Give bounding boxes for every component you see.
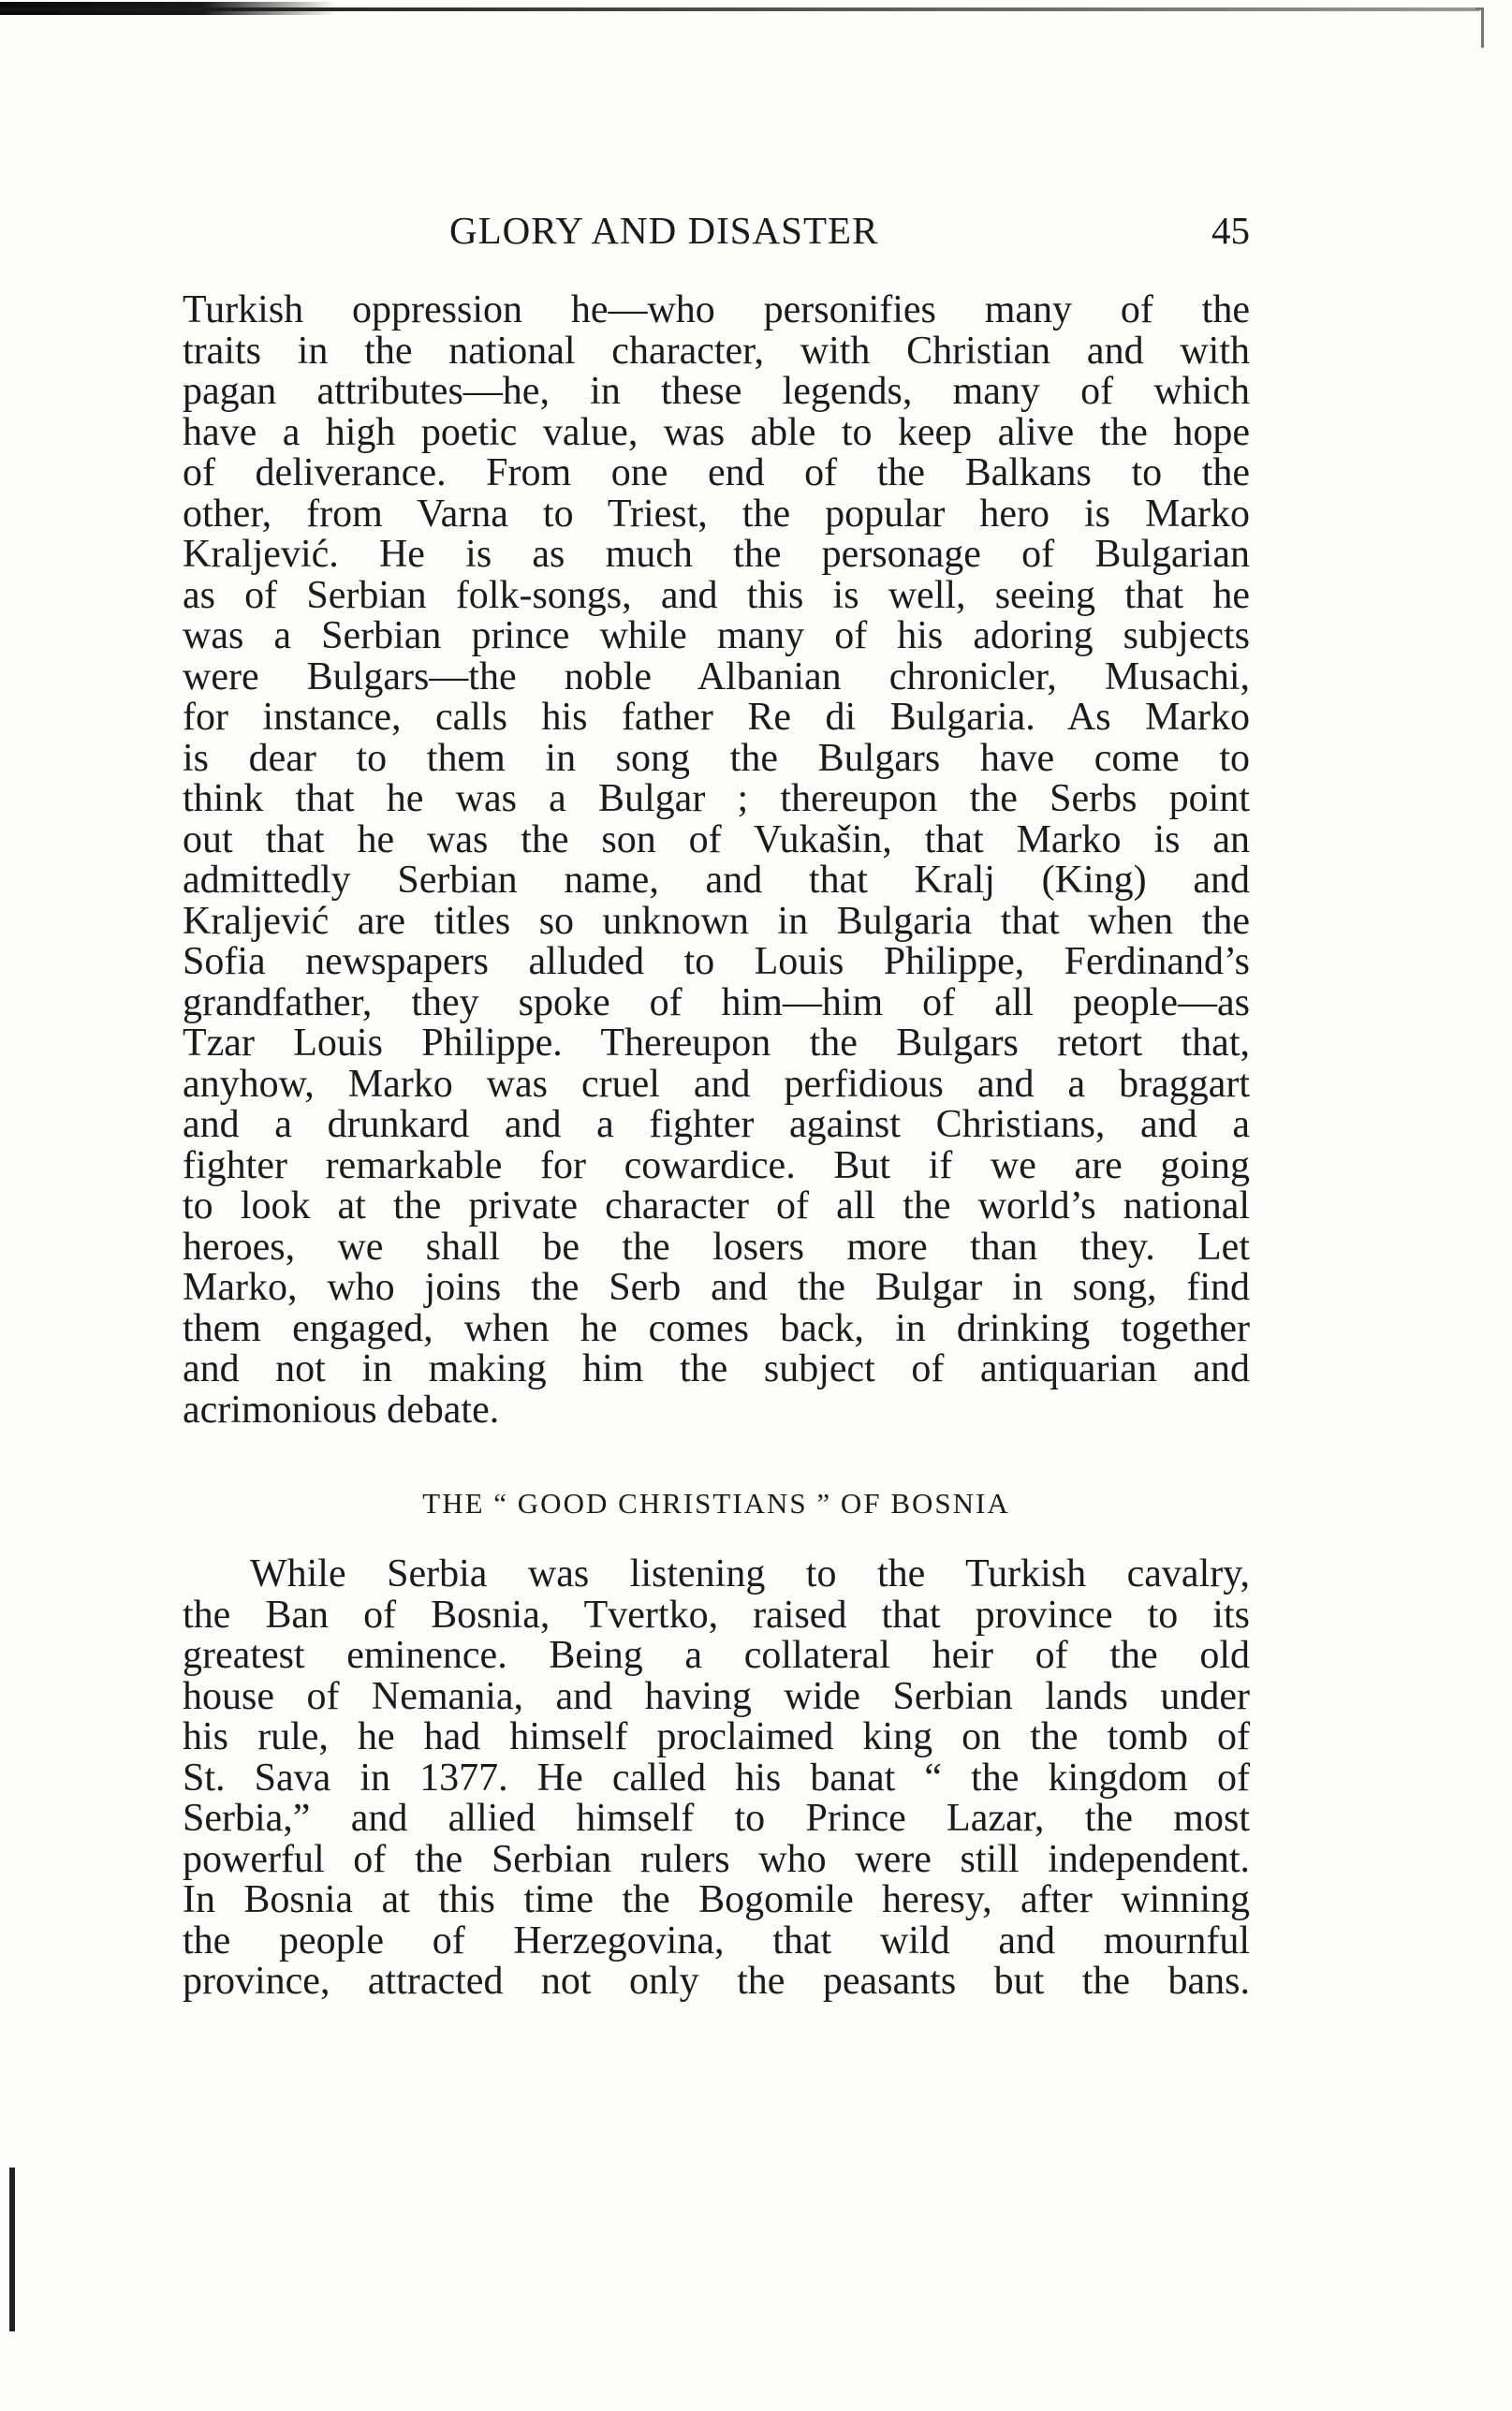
text-line: for instance, calls his father Re di Bulgaria. As Marko xyxy=(183,696,1250,739)
text-line: fighter remarkable for cowardice. But if we are going xyxy=(183,1143,1250,1187)
text-line: Turkish oppression he—who personifies many of the xyxy=(183,288,1250,331)
text-line: were Bulgars—the noble Albanian chronicler, Musachi, xyxy=(183,654,1250,698)
text-line: the people of Herzegovina, that wild and mournful xyxy=(183,1919,1250,1963)
text-line: house of Nemania, and having wide Serbian lands under xyxy=(183,1674,1250,1718)
text-line: out that he was the son of Vukašin, that Marko is an xyxy=(183,817,1250,861)
text-line: powerful of the Serbian rulers who were still independent. xyxy=(183,1837,1250,1881)
text-line: Tzar Louis Philippe. Thereupon the Bulgars retort that, xyxy=(183,1022,1250,1065)
paragraph-bosnia xyxy=(183,1554,1250,2003)
text-line: anyhow, Marko was cruel and perfidious and a braggart xyxy=(183,1062,1250,1106)
scan-binding-mark xyxy=(9,2168,15,2331)
text-line: In Bosnia at this time the Bogomile heresy, after winning xyxy=(183,1878,1250,1921)
text-line: Kraljević are titles so unknown in Bulgaria that when the xyxy=(183,899,1250,943)
page-header xyxy=(183,208,1250,264)
text-line: them engaged, when he comes back, in drinking together xyxy=(183,1306,1250,1350)
text-line: his rule, he had himself proclaimed king on the tomb of xyxy=(183,1715,1250,1758)
text-line: traits in the national character, with Christian and with xyxy=(183,329,1250,373)
page-number: 45 xyxy=(1211,209,1250,252)
text-line: as of Serbian folk-songs, and this is well, seeing that he xyxy=(183,573,1250,617)
text-line: and a drunkard and a fighter against Christians, and a xyxy=(183,1103,1250,1146)
scan-corner-mark xyxy=(1475,7,1484,48)
text-line: and not in making him the subject of antiquarian and xyxy=(183,1347,1250,1390)
text-line: While Serbia was listening to the Turkish cavalry, xyxy=(250,1552,1250,1595)
text-line: to look at the private character of all the world’s national xyxy=(183,1184,1250,1228)
text-line: the Ban of Bosnia, Tvertko, raised that province to its xyxy=(183,1593,1250,1637)
text-line: Sofia newspapers alluded to Louis Philippe, Ferdinand’s xyxy=(183,940,1250,983)
text-line: admittedly Serbian name, and that Kralj (King) and xyxy=(183,859,1250,902)
text-line: Marko, who joins the Serb and the Bulgar in song, find xyxy=(183,1266,1250,1309)
running-title: GLORY AND DISASTER xyxy=(449,209,879,252)
text-line: pagan attributes—he, in these legends, many of which xyxy=(183,370,1250,413)
text-line: of deliverance. From one end of the Balkans to the xyxy=(183,451,1250,494)
text-line: Serbia,” and allied himself to Prince Lazar, the most xyxy=(183,1797,1250,1840)
text-line: grandfather, they spoke of him—him of all people—as xyxy=(183,980,1250,1024)
text-line: heroes, we shall be the losers more than they. Let xyxy=(183,1225,1250,1269)
paragraph-marko xyxy=(183,290,1250,1431)
text-line: other, from Varna to Triest, the popular hero is Marko xyxy=(183,492,1250,536)
text-line: acrimonious debate. xyxy=(183,1388,500,1432)
page-top-rule xyxy=(0,7,1479,11)
text-line: greatest eminence. Being a collateral heir of the old xyxy=(183,1634,1250,1677)
text-line: St. Sava in 1377. He called his banat “ the kingdom of xyxy=(183,1756,1250,1800)
text-line: have a high poetic value, was able to keep alive the hope xyxy=(183,410,1250,454)
text-line: is dear to them in song the Bulgars have come to xyxy=(183,736,1250,780)
section-heading: THE “ GOOD CHRISTIANS ” OF BOSNIA xyxy=(422,1487,1010,1520)
text-line: was a Serbian prince while many of his adoring subjects xyxy=(183,614,1250,657)
text-line: Kraljević. He is as much the personage of Bulgarian xyxy=(183,533,1250,576)
text-line: think that he was a Bulgar ; thereupon the Serbs point xyxy=(183,777,1250,820)
text-line: province, attracted not only the peasants but the bans. xyxy=(183,1960,1250,2003)
